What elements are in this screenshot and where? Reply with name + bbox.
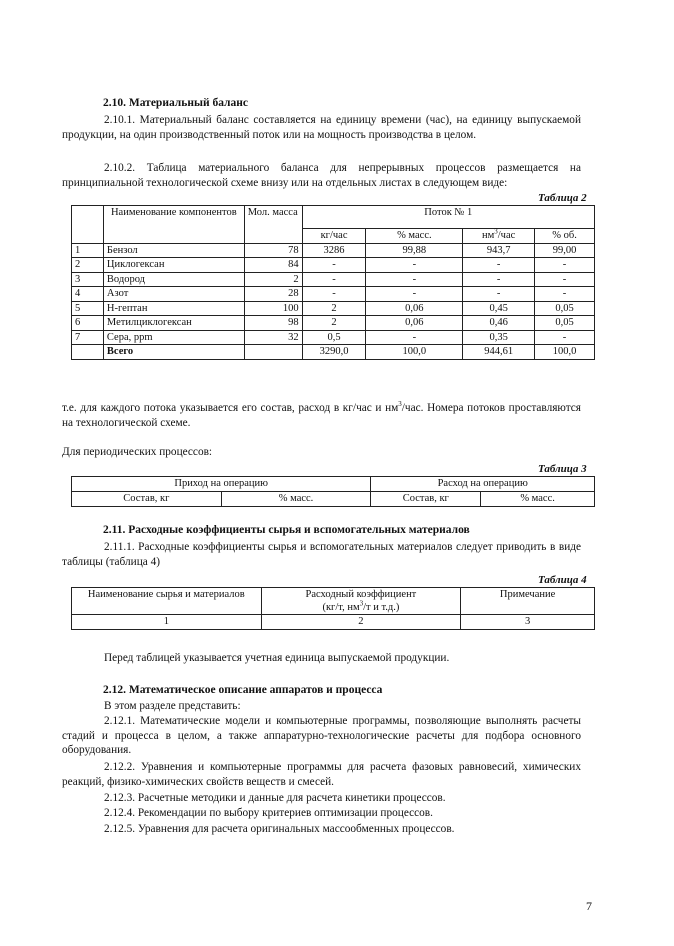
section-heading-2-11: 2.11. Расходные коэффициенты сырья и вспомогательных материалов [103, 524, 470, 536]
table-row: 3 Водород 2 - - - - [72, 272, 595, 287]
header-volume-percent: % об. [535, 229, 595, 244]
section-heading-2-10: 2.10. Материальный баланс [103, 97, 248, 109]
header-nm3-per-hour: $нм^3$/час [463, 229, 535, 244]
header-raw-material-name: Наименование сырья и материалов [72, 588, 262, 615]
paragraph-2-12-3: 2.12.3. Расчетные методики и данные для расчета кинетики процессов. [104, 792, 446, 804]
paragraph-2-10-2: 2.10.2. Таблица материального баланса для непрерывных процессов размещается на принципиальной технологической схеме внизу или на отдельных листах в следующем виде: [62, 162, 581, 189]
header-number [72, 206, 104, 244]
table-row: 1 Бензол 78 3286 99,88 943,7 99,00 [72, 243, 595, 258]
table-3-caption: Таблица 3 [538, 463, 587, 475]
paragraph-2-10-1: 2.10.1. Материальный баланс составляется на единицу времени (час), на единицу выпускаемой продукции, на один производственный поток или на мощность производства в целом. [62, 114, 581, 141]
paragraph-2-12-1: 2.12.1. Математические модели и компьютерные программы, позволяющие выполнять расчеты стадий и процесса в целом, а также аппаратурно-технологические расчеты для подбора основного оборудования. [62, 715, 581, 757]
table-row: 4 Азот 28 - - - - [72, 287, 595, 302]
paragraph-2-11-1: 2.11.1. Расходные коэффициенты сырья и вспомогательных материалов следует приводить в виде таблицы (таблица 4) [62, 541, 581, 568]
header-kg-per-hour: кг/час [302, 229, 366, 244]
header-component-name: Наименование компонентов [103, 206, 244, 244]
paragraph-2-12-4: 2.12.4. Рекомендации по выбору критериев оптимизации процессов. [104, 807, 433, 819]
header-flow: Поток № 1 [302, 206, 594, 229]
table-row: 7 Сера, ppm 32 0,5 - 0,35 - [72, 330, 595, 345]
table-row: 2 Циклогексан 84 - - - - [72, 258, 595, 273]
table-2-note: т.е. для каждого потока указывается его состав, расход в кг/час и $нм^3$/час. Номера потоков проставляются на технологической схеме. [62, 400, 581, 429]
table-2-caption: Таблица 2 [538, 192, 587, 204]
table-row: 6 Метилциклогексан 98 2 0,06 0,46 0,05 [72, 316, 595, 331]
header-mass-percent: % масс. [366, 229, 463, 244]
material-balance-table [71, 205, 595, 360]
table-total-row: Всего 3290,0 100,0 944,61 100,0 [72, 345, 595, 360]
header-output-percent: % масс. [481, 492, 595, 507]
paragraph-2-12-2: 2.12.2. Уравнения и компьютерные программы для расчета фазовых равновесий, химических реакций, физико-химических свойств веществ и смесей. [62, 761, 581, 788]
header-output-composition: Состав, кг [371, 492, 481, 507]
paragraph-2-11-after: Перед таблицей указывается учетная единица выпускаемой продукции. [104, 652, 450, 664]
header-remark: Примечание [461, 588, 595, 615]
paragraph-2-12-5: 2.12.5. Уравнения для расчета оригинальных массообменных процессов. [104, 823, 455, 835]
header-mol-mass: Мол. масса [244, 206, 302, 244]
periodic-balance-table [71, 476, 595, 507]
table-4-caption: Таблица 4 [538, 574, 587, 586]
consumption-coefficients-table [71, 587, 595, 630]
header-input: Приход на операцию [72, 477, 371, 492]
header-output: Расход на операцию [371, 477, 595, 492]
section-heading-2-12: 2.12. Математическое описание аппаратов и процесса [103, 684, 383, 696]
table-row: 1 2 3 [72, 615, 595, 630]
header-input-percent: % масс. [221, 492, 371, 507]
page-number: 7 [586, 899, 592, 913]
header-input-composition: Состав, кг [72, 492, 222, 507]
periodic-processes-label: Для периодических процессов: [62, 446, 213, 458]
table-row: 5 Н-гептан 100 2 0,06 0,45 0,05 [72, 301, 595, 316]
header-consumption-coefficient: Расходный коэффициент (кг/т, $нм^3/т$ и т.д.) [261, 588, 461, 615]
paragraph-2-12-intro: В этом разделе представить: [104, 700, 241, 712]
